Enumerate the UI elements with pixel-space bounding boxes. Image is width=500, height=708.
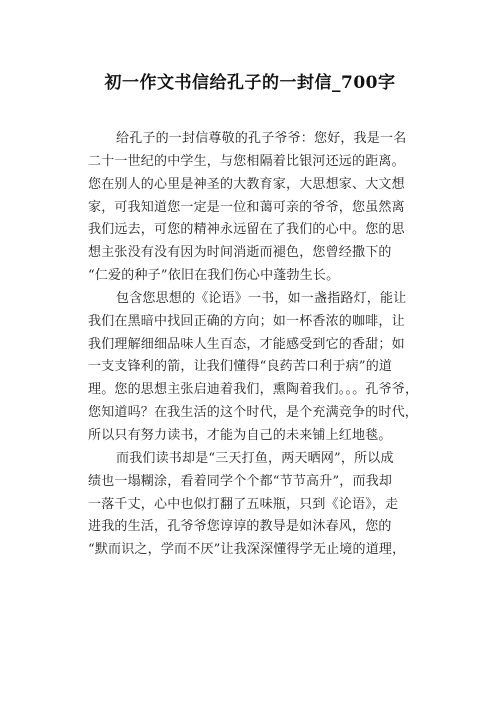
text-line: 所以只有努力读书，才能为自己的未来铺上红地毯。: [88, 427, 392, 443]
text-line: 二十一世纪的中学生，与您相隔着比银河还远的距离。: [88, 153, 405, 169]
text-line: 给孔子的一封信尊敬的孔子爷爷：您好，我是一名: [116, 131, 407, 146]
text-line: 而我们读书却是“三天打鱼，两天晒网”，所以成: [116, 450, 394, 466]
text-line: 我们理解细细品味人生百态，才能感受到它的香甜；如: [88, 336, 405, 352]
text-line: 我们远去，可您的精神永远留在了我们的心中。您的思: [88, 222, 405, 238]
text-line: 我们在黑暗中找回正确的方向；如一杯香浓的咖啡，让: [88, 313, 405, 329]
paragraph-2: [88, 288, 420, 448]
text-line: 包含您思想的《论语》一书，如一盏指路灯，能让: [116, 290, 407, 306]
text-line: 家，可我知道您一定是一位和蔼可亲的爷爷，您虽然离: [88, 199, 405, 215]
text-line: 进我的生活，孔爷爷您谆谆的教导是如沐春风，您的: [88, 519, 392, 535]
text-line: 理。您的思想主张启迪着我们，熏陶着我们。。。孔爷爷，: [88, 382, 419, 398]
text-line: 您知道吗？在我生活的这个时代，是个充满竞争的时代，: [88, 405, 419, 421]
text-line: 绩也一塌糊涂，看着同学个个都“节节高升”，而我却: [88, 473, 393, 489]
text-line: 一落千丈，心中也似打翻了五味瓶，只到《论语》，走: [88, 496, 399, 512]
text-line: 想主张没有没有因为时间消逝而褪色，您曾经撒下的: [88, 245, 392, 261]
paragraph-1: [88, 128, 420, 288]
paragraph-3: [88, 448, 420, 562]
text-line: 一支支锋利的箭，让我们懂得“良药苦口利于病”的道: [88, 359, 393, 375]
text-line: 您在别人的心里是神圣的大教育家，大思想家、大文想: [88, 176, 405, 192]
document-body: [88, 128, 420, 562]
document-title: 初一作文书信给孔子的一封信_700字: [104, 73, 396, 93]
text-line: “默而识之，学而不厌”让我深深懂得学无止境的道理，: [88, 542, 406, 558]
text-line: “仁爱的种子”依旧在我们伤心中蓬勃生长。: [88, 268, 340, 284]
